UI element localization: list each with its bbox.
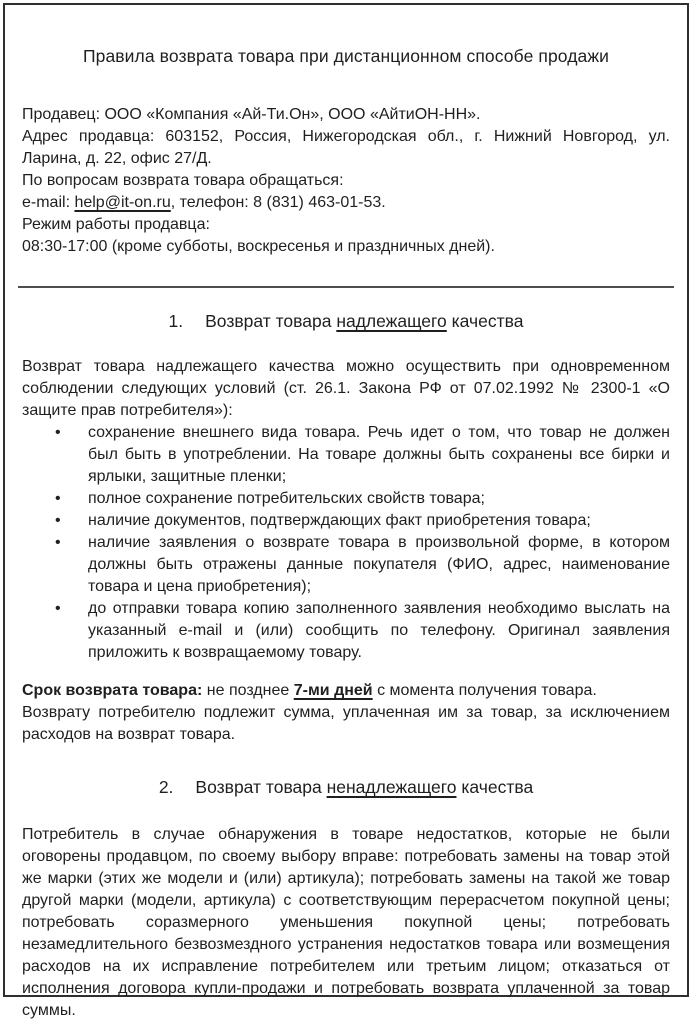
return-period-days: 7-ми дней	[293, 682, 373, 699]
section-1-intro: Возврат товара надлежащего качества можно осуществить при одновременном соблюдении следующих условий (ст. 26.1. Закона РФ от 07.02.1992 № 2300-1 «О защите прав потребителя»):	[22, 358, 670, 419]
section-2-title-post: качества	[456, 777, 534, 797]
document-title: Правила возврата товара при дистанционном способе продажи	[82, 46, 610, 66]
section-1	[22, 310, 670, 746]
return-period-block	[22, 680, 670, 746]
list-item-text: сохранение внешнего вида товара. Речь идет о том, что товар не должен был быть в употреблении. На товаре должны быть сохранены все бирки и ярлыки, защитные пленки;	[88, 424, 670, 485]
list-item	[22, 532, 670, 598]
section-1-title-pre: Возврат товара	[205, 311, 337, 331]
return-period-line	[22, 680, 670, 702]
conditions-list	[22, 422, 670, 664]
contact-intro: По вопросам возврата товара обращаться:	[22, 172, 344, 189]
section-2-title	[195, 777, 533, 797]
section-2-body: Потребитель в случае обнаружения в товаре недостатков, которые не были оговорены продавцом, по своему выбору вправе: потребовать замены на товар этой же марки (этих же модели и (или) артикула); потребовать замены на такой же товар другой марки (модели, артикула) с соответствующим перерасчетом покупной цены; потребовать соразмерного уменьшения покупной цены; потребовать незамедлительного безвозмездного устранения недостатков товара или возмещения расходов на их исправление потребителем или третьим лицом; отказаться от исполнения договора купли-продажи и потребовать возврата уплаченной за товар суммы.	[22, 826, 670, 1019]
section-2-number: 2.	[158, 777, 174, 797]
vendor-address: Адрес продавца: 603152, Россия, Нижегородская обл., г. Нижний Новгород, ул. Ларина, д. 22, офис 27/Д.	[22, 128, 670, 167]
hours-value: 08:30-17:00 (кроме субботы, воскресенья и праздничных дней).	[22, 238, 495, 255]
email-label: e-mail:	[22, 194, 75, 211]
section-divider	[18, 286, 674, 288]
section-2	[22, 776, 670, 1022]
contact-line	[22, 192, 670, 214]
bullet-icon: •	[55, 534, 61, 551]
email-link[interactable]: help@it-on.ru	[74, 194, 171, 211]
bullet-icon: •	[55, 512, 61, 529]
section-1-title-post: качества	[446, 311, 524, 331]
list-item-text: полное сохранение потребительских свойств товара;	[88, 490, 485, 507]
section-1-title-underlined: надлежащего	[336, 311, 447, 331]
list-item-text: наличие заявления о возврате товара в произвольной форме, в котором должны быть отражены данные покупателя (ФИО, адрес, наименование товара и цена приобретения);	[88, 534, 670, 595]
list-item	[22, 510, 670, 532]
bullet-icon: •	[55, 490, 61, 507]
refund-note: Возврату потребителю подлежит сумма, уплаченная им за товар, за исключением расходов на возврат товара.	[22, 704, 670, 743]
bullet-icon: •	[55, 424, 61, 441]
list-item	[22, 488, 670, 510]
list-item-text: наличие документов, подтверждающих факт приобретения товара;	[88, 512, 591, 529]
seller-info-block	[22, 104, 670, 258]
section-1-heading	[22, 310, 670, 332]
vendor-line: Продавец: ООО «Компания «Ай-Ти.Он», ООО «АйтиОН-НН».	[22, 106, 481, 123]
section-1-title	[205, 311, 523, 331]
list-item-text: до отправки товара копию заполненного заявления необходимо выслать на указанный e-mail и (или) сообщить по телефону. Оригинал заявления приложить к возвращаемому товару.	[88, 600, 670, 661]
list-item	[22, 422, 670, 488]
return-period-post: с момента получения товара.	[372, 682, 597, 699]
phone-text: , телефон: 8 (831) 463-01-53.	[170, 194, 386, 211]
return-period-label: Срок возврата товара:	[22, 682, 203, 699]
return-period-mid: не позднее	[202, 682, 294, 699]
bullet-icon: •	[55, 600, 61, 617]
section-2-title-underlined: ненадлежащего	[326, 777, 457, 797]
section-2-title-pre: Возврат товара	[195, 777, 327, 797]
section-2-heading	[22, 776, 670, 798]
list-item	[22, 598, 670, 664]
section-1-number: 1.	[168, 311, 184, 331]
hours-label: Режим работы продавца:	[22, 216, 210, 233]
